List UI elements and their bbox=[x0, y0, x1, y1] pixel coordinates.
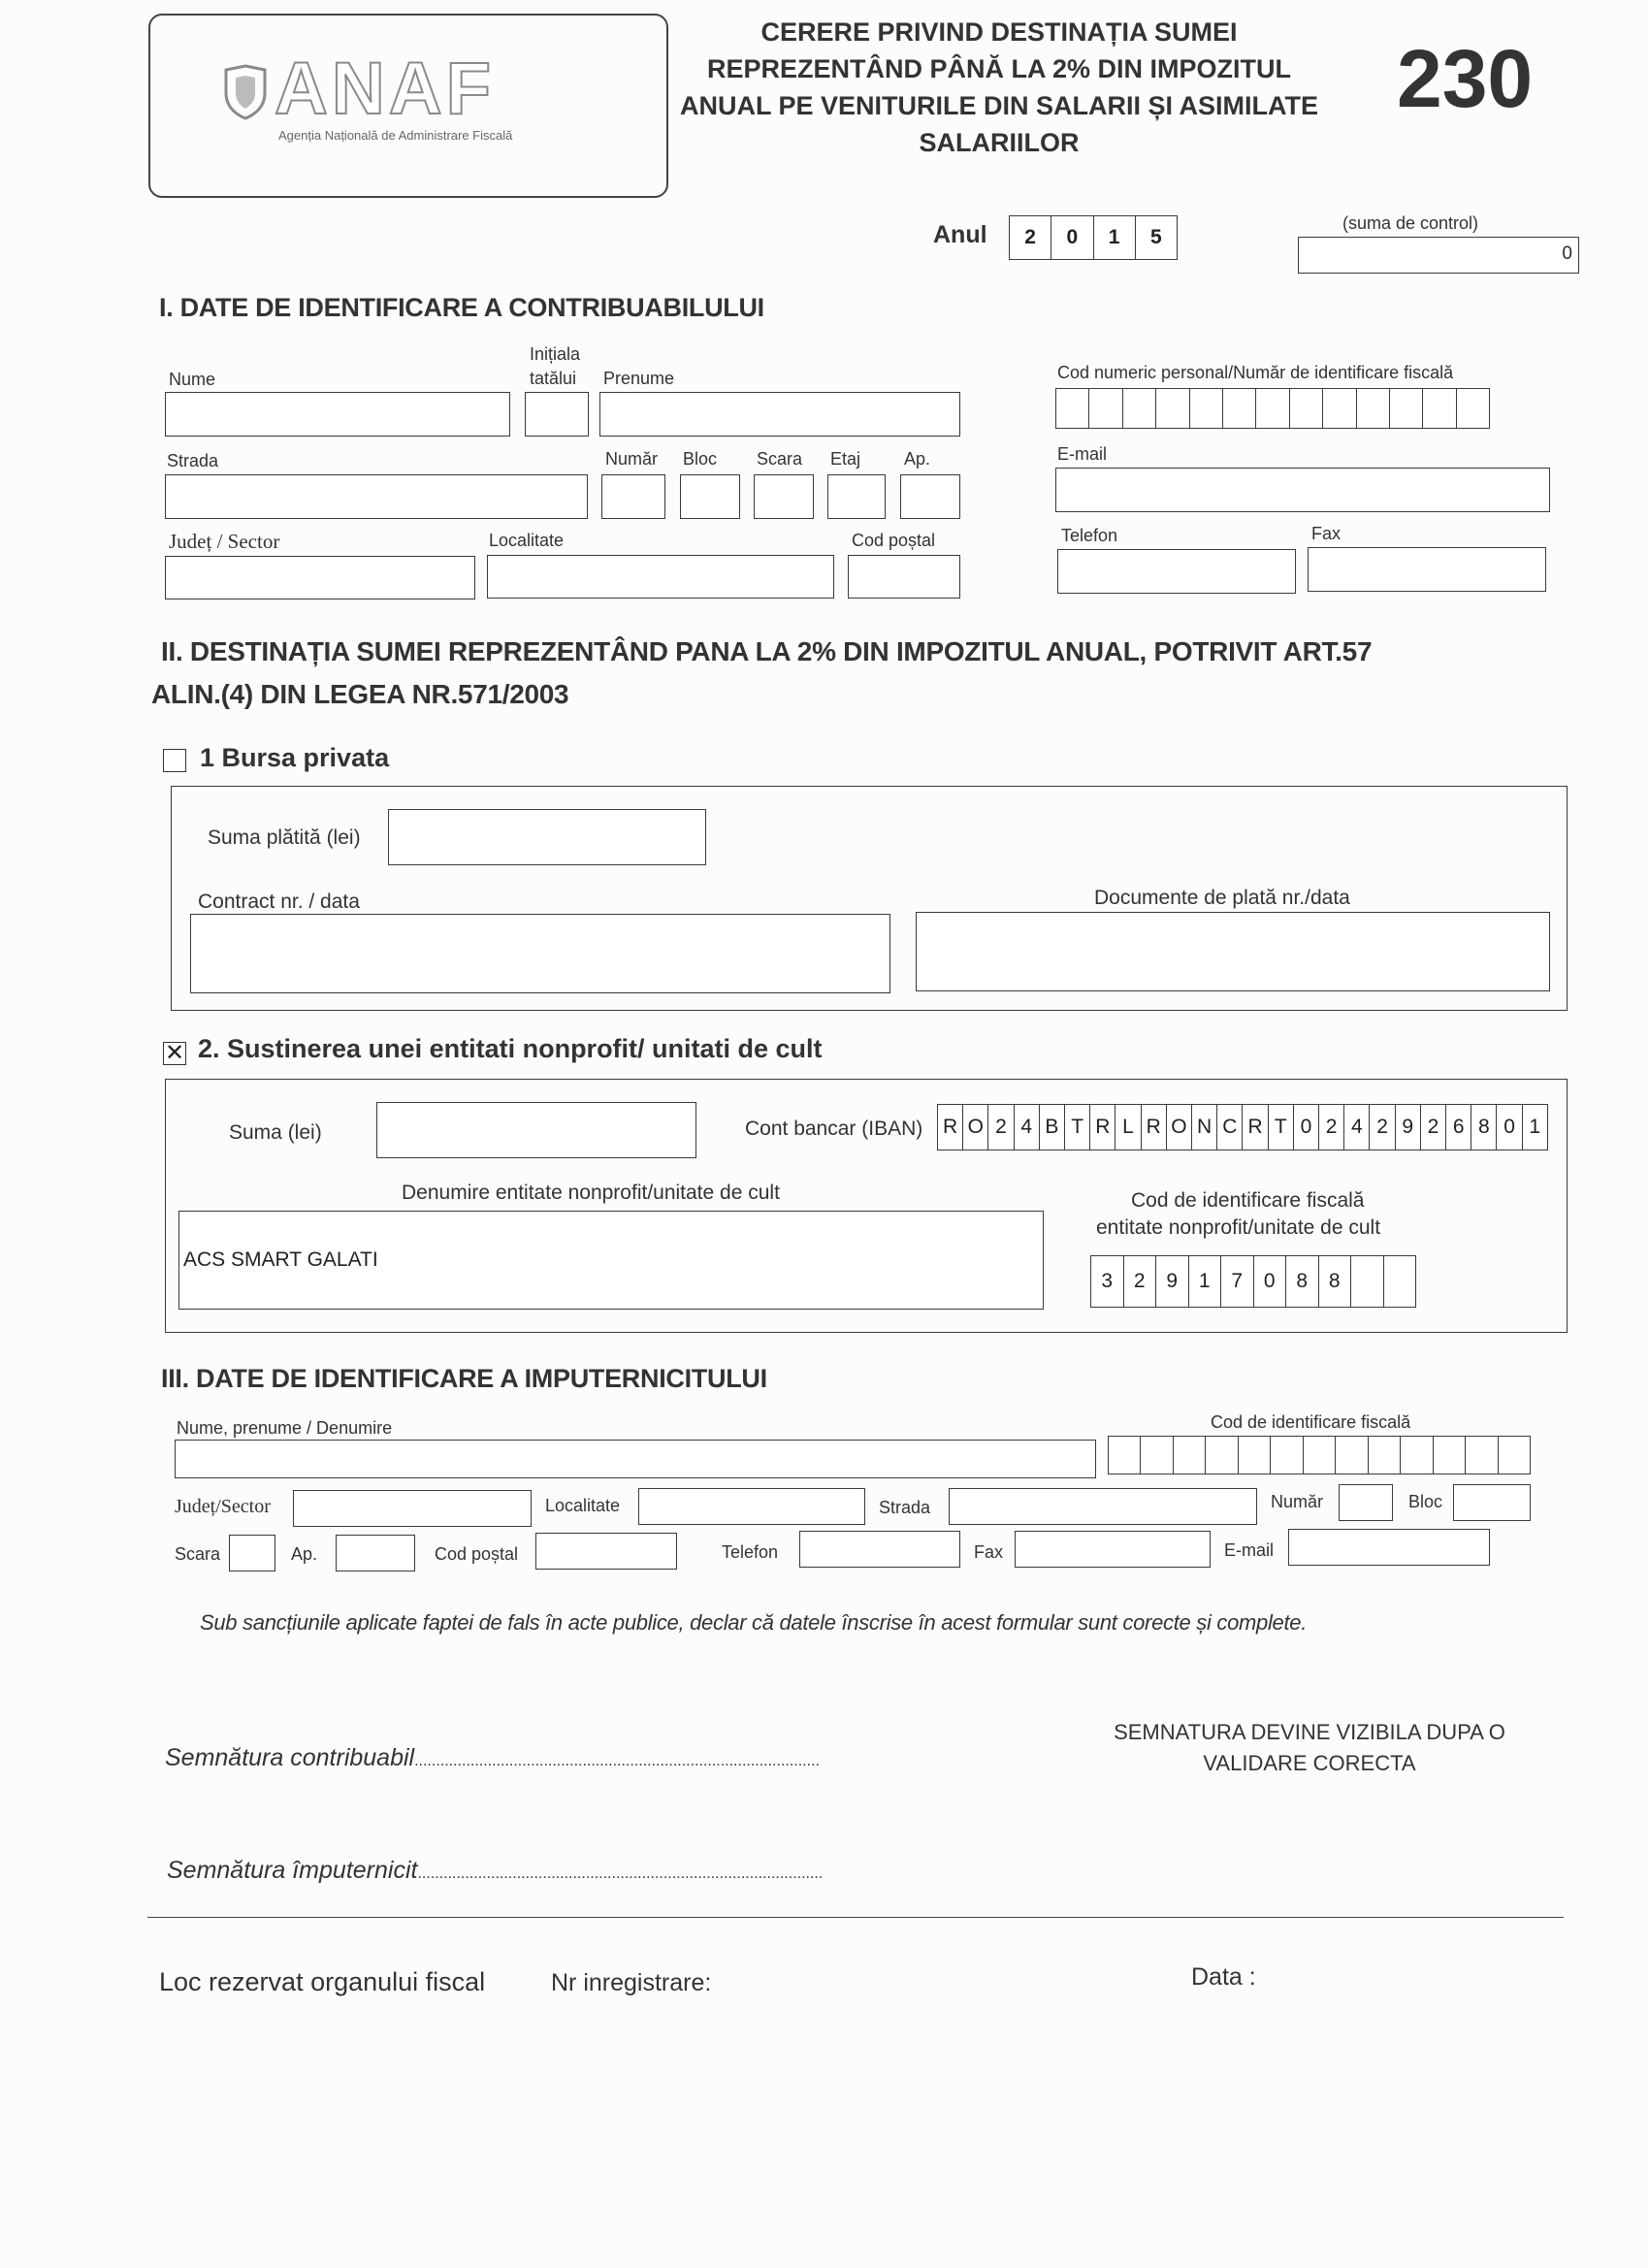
iban-char: N bbox=[1192, 1105, 1217, 1150]
signature-note-line-1: SEMNATURA DEVINE VIZIBILA DUPA O bbox=[1114, 1720, 1505, 1744]
iban-char: 2 bbox=[1421, 1105, 1446, 1150]
footer-nr: Nr inregistrare: bbox=[551, 1969, 712, 1996]
cnp-cell[interactable] bbox=[1323, 389, 1356, 428]
footer-divider bbox=[147, 1917, 1564, 1918]
cnp-cell[interactable] bbox=[1123, 389, 1156, 428]
nume-label: Nume bbox=[169, 370, 216, 389]
initiala-label-1: Inițiala bbox=[530, 344, 581, 364]
iban-char: 2 bbox=[1370, 1105, 1395, 1150]
bloc-field[interactable] bbox=[680, 474, 740, 519]
imp-cif-cell[interactable] bbox=[1271, 1437, 1303, 1474]
fax-field[interactable] bbox=[1308, 547, 1546, 592]
signature-note bbox=[1086, 1717, 1533, 1779]
cif-char bbox=[1351, 1256, 1384, 1307]
cif-char: 9 bbox=[1156, 1256, 1189, 1307]
imp-cif-cell[interactable] bbox=[1174, 1437, 1206, 1474]
imp-numar-field[interactable] bbox=[1339, 1484, 1393, 1521]
cnp-cell[interactable] bbox=[1223, 389, 1256, 428]
section-2-title-1: II. DESTINAȚIA SUMEI REPREZENTÂND PANA LA 2% DIN IMPOZITUL ANUAL, POTRIVIT ART.57 bbox=[161, 636, 1373, 666]
suma-label: Suma (lei) bbox=[229, 1121, 322, 1144]
denumire-label: Denumire entitate nonprofit/unitate de cult bbox=[402, 1182, 780, 1204]
title-line-4: SALARIILOR bbox=[919, 128, 1080, 157]
cnp-field[interactable] bbox=[1055, 388, 1490, 429]
cnp-label: Cod numeric personal/Număr de identificare fiscală bbox=[1057, 363, 1454, 382]
section-2-title-2: ALIN.(4) DIN LEGEA NR.571/2003 bbox=[151, 679, 569, 709]
imp-cif-cell[interactable] bbox=[1206, 1437, 1238, 1474]
imp-cif-field[interactable] bbox=[1108, 1436, 1531, 1474]
imp-cif-cell[interactable] bbox=[1369, 1437, 1401, 1474]
email-label: E-mail bbox=[1057, 444, 1108, 464]
signature-note-line-2: VALIDARE CORECTA bbox=[1203, 1751, 1416, 1775]
imp-localitate-label: Localitate bbox=[545, 1496, 621, 1515]
suma-field[interactable] bbox=[376, 1102, 696, 1158]
cnp-cell[interactable] bbox=[1156, 389, 1189, 428]
iban-char: R bbox=[1090, 1105, 1116, 1150]
cnp-cell[interactable] bbox=[1056, 389, 1089, 428]
cif-char: 0 bbox=[1254, 1256, 1287, 1307]
nonprofit-checkbox[interactable] bbox=[163, 1042, 186, 1065]
signature-contribuabil-dots: .............................................................................................. bbox=[414, 1753, 820, 1769]
cif-char: 1 bbox=[1189, 1256, 1222, 1307]
form-number: 230 bbox=[1397, 33, 1534, 124]
nonprofit-title: 2. Sustinerea unei entitati nonprofit/ unitati de cult bbox=[198, 1034, 823, 1063]
cif-label-2: entitate nonprofit/unitate de cult bbox=[1096, 1216, 1381, 1239]
imp-email-label: E-mail bbox=[1224, 1540, 1275, 1560]
imp-bloc-label: Bloc bbox=[1408, 1492, 1443, 1511]
section-3-title: III. DATE DE IDENTIFICARE A IMPUTERNICITULUI bbox=[161, 1364, 767, 1393]
imp-ap-label: Ap. bbox=[291, 1544, 318, 1564]
imp-bloc-field[interactable] bbox=[1453, 1484, 1531, 1521]
iban-char: 8 bbox=[1471, 1105, 1497, 1150]
etaj-label: Etaj bbox=[830, 449, 861, 469]
cnp-cell[interactable] bbox=[1089, 389, 1122, 428]
cnp-cell[interactable] bbox=[1290, 389, 1323, 428]
imp-nume-label: Nume, prenume / Denumire bbox=[177, 1418, 393, 1438]
iban-char: 4 bbox=[1344, 1105, 1370, 1150]
title-line-3: ANUAL PE VENITURILE DIN SALARII ȘI ASIMILATE bbox=[679, 91, 1319, 120]
control-sum-field[interactable] bbox=[1298, 237, 1579, 274]
imp-cif-label: Cod de identificare fiscală bbox=[1211, 1412, 1411, 1432]
prenume-field[interactable] bbox=[599, 392, 960, 437]
strada-label: Strada bbox=[167, 451, 219, 470]
iban-char: R bbox=[938, 1105, 963, 1150]
footer-loc: Loc rezervat organului fiscal bbox=[159, 1967, 486, 1996]
logo-text: ANAF bbox=[275, 48, 496, 130]
logo-subtitle: Agenția Națională de Administrare Fiscală bbox=[278, 128, 513, 143]
imp-cif-cell[interactable] bbox=[1466, 1437, 1498, 1474]
cif-char: 3 bbox=[1091, 1256, 1124, 1307]
imp-cif-cell[interactable] bbox=[1304, 1437, 1336, 1474]
strada-field[interactable] bbox=[165, 474, 588, 519]
imp-localitate-field[interactable] bbox=[638, 1488, 865, 1525]
year-digit: 2 bbox=[1010, 216, 1051, 259]
cif-char: 7 bbox=[1221, 1256, 1254, 1307]
footer-data: Data : bbox=[1191, 1963, 1256, 1991]
iban-char: 4 bbox=[1015, 1105, 1040, 1150]
year-digit: 0 bbox=[1051, 216, 1093, 259]
logo-frame bbox=[148, 14, 668, 198]
iban-char: 2 bbox=[988, 1105, 1014, 1150]
imp-nume-field[interactable] bbox=[175, 1440, 1096, 1478]
bursa-privata-title: 1 Bursa privata bbox=[200, 743, 390, 772]
numar-field[interactable] bbox=[601, 474, 665, 519]
signature-contribuabil-area[interactable] bbox=[436, 1736, 892, 1775]
iban-char: 6 bbox=[1446, 1105, 1471, 1150]
initiala-field[interactable] bbox=[525, 392, 589, 437]
localitate-label: Localitate bbox=[489, 531, 565, 550]
iban-field[interactable] bbox=[937, 1104, 1548, 1150]
documente-field[interactable] bbox=[916, 912, 1550, 991]
year-digit: 1 bbox=[1094, 216, 1136, 259]
iban-char: C bbox=[1217, 1105, 1243, 1150]
iban-char: O bbox=[963, 1105, 988, 1150]
iban-char: R bbox=[1142, 1105, 1167, 1150]
imp-judet-field[interactable] bbox=[293, 1490, 532, 1527]
prenume-label: Prenume bbox=[603, 369, 675, 388]
scara-field[interactable] bbox=[754, 474, 814, 519]
control-sum-value: 0 bbox=[1562, 243, 1572, 264]
section-1-title: I. DATE DE IDENTIFICARE A CONTRIBUABILULUI bbox=[159, 293, 764, 322]
imp-scara-field[interactable] bbox=[229, 1535, 275, 1571]
imp-fax-label: Fax bbox=[974, 1542, 1004, 1562]
iban-char: R bbox=[1243, 1105, 1268, 1150]
year-field[interactable] bbox=[1009, 215, 1178, 260]
imp-judet-label: Județ/Sector bbox=[175, 1496, 271, 1517]
cnp-cell[interactable] bbox=[1390, 389, 1423, 428]
iban-char: B bbox=[1040, 1105, 1065, 1150]
imp-scara-label: Scara bbox=[175, 1544, 221, 1564]
imp-cif-cell[interactable] bbox=[1109, 1437, 1141, 1474]
localitate-field[interactable] bbox=[487, 555, 834, 599]
cif-field[interactable] bbox=[1090, 1255, 1416, 1308]
cif-char bbox=[1384, 1256, 1416, 1307]
iban-label: Cont bancar (IBAN) bbox=[745, 1118, 923, 1140]
imp-cif-cell[interactable] bbox=[1239, 1437, 1271, 1474]
cnp-cell[interactable] bbox=[1256, 389, 1289, 428]
bursa-privata-checkbox[interactable] bbox=[163, 749, 186, 772]
cnp-cell[interactable] bbox=[1190, 389, 1223, 428]
signature-imputernicit-dots: .............................................................................................. bbox=[417, 1865, 824, 1882]
cnp-cell[interactable] bbox=[1423, 389, 1456, 428]
email-field[interactable] bbox=[1055, 468, 1550, 512]
check-mark-icon: ✕ bbox=[164, 1040, 185, 1066]
etaj-field[interactable] bbox=[827, 474, 886, 519]
imp-cif-cell[interactable] bbox=[1499, 1437, 1530, 1474]
denumire-field[interactable] bbox=[178, 1211, 1044, 1310]
judet-label: Județ / Sector bbox=[169, 530, 280, 553]
page-title bbox=[679, 14, 1319, 161]
imp-email-field[interactable] bbox=[1288, 1529, 1490, 1566]
title-line-1: CERERE PRIVIND DESTINAȚIA SUMEI bbox=[760, 17, 1238, 47]
signature-imputernicit-text: Semnătura împuternicit bbox=[167, 1857, 418, 1884]
cnp-cell[interactable] bbox=[1357, 389, 1390, 428]
iban-char: 0 bbox=[1294, 1105, 1319, 1150]
iban-char: L bbox=[1116, 1105, 1141, 1150]
telefon-field[interactable] bbox=[1057, 549, 1296, 594]
signature-contribuabil-text: Semnătura contribuabil bbox=[165, 1744, 415, 1771]
cif-char: 2 bbox=[1124, 1256, 1157, 1307]
cnp-cell[interactable] bbox=[1457, 389, 1489, 428]
imp-cif-cell[interactable] bbox=[1336, 1437, 1368, 1474]
denumire-value: ACS SMART GALATI bbox=[183, 1248, 378, 1271]
iban-char: O bbox=[1167, 1105, 1192, 1150]
documente-label: Documente de plată nr./data bbox=[1094, 887, 1350, 909]
imp-cif-cell[interactable] bbox=[1434, 1437, 1466, 1474]
imp-strada-field[interactable] bbox=[949, 1488, 1257, 1525]
imp-fax-field[interactable] bbox=[1015, 1531, 1211, 1568]
imp-telefon-label: Telefon bbox=[722, 1542, 779, 1562]
iban-char: 2 bbox=[1319, 1105, 1344, 1150]
cod-postal-label: Cod poștal bbox=[852, 531, 936, 550]
imp-cif-cell[interactable] bbox=[1141, 1437, 1173, 1474]
bloc-label: Bloc bbox=[683, 449, 718, 469]
year-label: Anul bbox=[933, 221, 987, 248]
ap-label: Ap. bbox=[904, 449, 931, 469]
title-line-2: REPREZENTÂND PÂNĂ LA 2% DIN IMPOZITUL bbox=[706, 54, 1291, 83]
iban-char: T bbox=[1065, 1105, 1090, 1150]
cod-postal-field[interactable] bbox=[848, 555, 960, 599]
imp-ap-field[interactable] bbox=[336, 1535, 415, 1571]
ap-field[interactable] bbox=[900, 474, 960, 519]
iban-char: T bbox=[1269, 1105, 1294, 1150]
judet-field[interactable] bbox=[165, 556, 475, 599]
imp-telefon-field[interactable] bbox=[799, 1531, 960, 1568]
cif-char: 8 bbox=[1319, 1256, 1352, 1307]
iban-char: 0 bbox=[1497, 1105, 1522, 1150]
imp-cod-postal-field[interactable] bbox=[535, 1533, 677, 1570]
contract-label: Contract nr. / data bbox=[198, 891, 360, 913]
initiala-label-2: tatălui bbox=[530, 369, 577, 388]
suma-platita-field[interactable] bbox=[388, 809, 706, 865]
imp-cod-postal-label: Cod poștal bbox=[435, 1544, 519, 1564]
telefon-label: Telefon bbox=[1061, 526, 1118, 545]
signature-imputernicit-area[interactable] bbox=[438, 1849, 894, 1888]
iban-char: 9 bbox=[1396, 1105, 1421, 1150]
fax-label: Fax bbox=[1311, 524, 1342, 543]
nume-field[interactable] bbox=[165, 392, 510, 437]
cif-char: 8 bbox=[1286, 1256, 1319, 1307]
year-digit: 5 bbox=[1150, 226, 1162, 248]
numar-label: Număr bbox=[605, 449, 659, 469]
shield-icon bbox=[222, 64, 269, 120]
contract-field[interactable] bbox=[190, 914, 890, 993]
imp-strada-label: Strada bbox=[879, 1498, 931, 1517]
cif-label-1: Cod de identificare fiscală bbox=[1131, 1189, 1365, 1212]
suma-platita-label: Suma plătită (lei) bbox=[208, 826, 361, 849]
declaration-text: Sub sancțiunile aplicate faptei de fals în acte publice, declar că datele înscrise în acest formular sunt corecte și complete. bbox=[200, 1610, 1308, 1635]
imp-cif-cell[interactable] bbox=[1401, 1437, 1433, 1474]
control-sum-label: (suma de control) bbox=[1342, 213, 1479, 233]
iban-char: 1 bbox=[1529, 1116, 1541, 1138]
scara-label: Scara bbox=[757, 449, 803, 469]
imp-numar-label: Număr bbox=[1271, 1492, 1324, 1511]
